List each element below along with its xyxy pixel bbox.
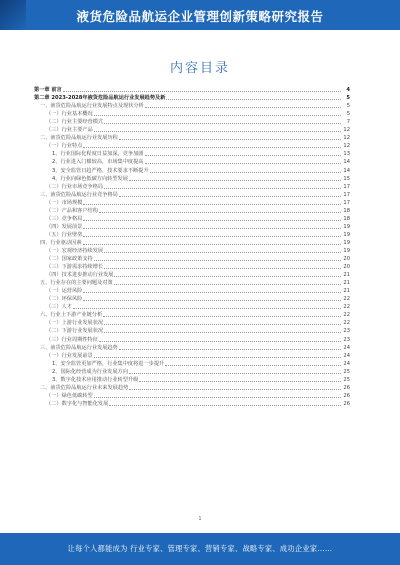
toc-entry-page: 7 bbox=[346, 119, 350, 126]
toc-entry-page: 26 bbox=[343, 392, 350, 399]
toc-dot-leader bbox=[104, 268, 341, 269]
toc-entry-page: 12 bbox=[343, 127, 350, 134]
toc-entry-text: （三）行业周期性特征 bbox=[46, 336, 98, 343]
toc-dot-leader bbox=[119, 349, 341, 350]
page-number: 1 bbox=[198, 516, 202, 522]
toc-entry-text: （三）下游需求持续增长 bbox=[46, 264, 104, 271]
toc-entry[interactable] bbox=[34, 150, 350, 158]
toc-entry-page: 22 bbox=[343, 296, 350, 303]
toc-entry-page: 23 bbox=[343, 328, 350, 335]
toc-entry-text: 四、行业驱动因素 bbox=[40, 239, 82, 246]
toc-entry[interactable] bbox=[34, 86, 350, 94]
toc-entry-page: 19 bbox=[343, 239, 350, 246]
toc-entry-text: 3、安全监管日趋严格，技术要求不断提升 bbox=[52, 167, 149, 174]
toc-entry-text: （二）行业主要经营模式 bbox=[46, 119, 104, 126]
toc-dot-leader bbox=[109, 405, 341, 406]
toc-entry-page: 24 bbox=[343, 360, 350, 367]
toc-entry-page: 21 bbox=[343, 288, 350, 295]
toc-dot-leader bbox=[94, 357, 341, 358]
toc-entry[interactable] bbox=[34, 400, 350, 408]
toc-entry-page: 5 bbox=[346, 103, 350, 110]
toc-entry-text: 六、行业上下游产业链分析 bbox=[40, 312, 103, 319]
toc-entry[interactable] bbox=[34, 384, 350, 392]
toc-entry-text: 三、液货危险品航运行业发展趋势 bbox=[40, 344, 118, 351]
toc-dot-leader bbox=[63, 91, 341, 92]
toc-entry-text: （四）技术进步推动行业发展 bbox=[46, 272, 114, 279]
toc-entry-text: 2、行业进入门槛较高，市场集中度提高 bbox=[52, 159, 144, 166]
toc-entry[interactable] bbox=[34, 279, 350, 287]
toc-entry-page: 19 bbox=[343, 247, 350, 254]
toc-entry-text: 1、安全监管更加严格，行业集中度将进一步提升 bbox=[52, 360, 165, 367]
toc-dot-leader bbox=[83, 147, 341, 148]
toc-dot-leader bbox=[94, 131, 341, 132]
toc-dot-leader bbox=[119, 139, 341, 140]
footer-slogan: 让每个人都能成为 行业专家、管理专家、营销专家、战略专家、成功企业家…… bbox=[67, 544, 333, 553]
toc-entry[interactable] bbox=[34, 319, 350, 327]
toc-dot-leader bbox=[94, 260, 341, 261]
toc-entry[interactable] bbox=[34, 199, 350, 207]
toc-entry-text: 二、液货危险品航运行业发展历程 bbox=[40, 135, 118, 142]
toc-entry[interactable] bbox=[34, 231, 350, 239]
toc-entry-text: （一）市场规模 bbox=[46, 199, 83, 206]
toc-entry[interactable] bbox=[34, 287, 350, 295]
toc-entry-text: 第二章 2023-2028年液货危险品航运行业发展趋势及新 bbox=[34, 95, 166, 102]
toc-entry[interactable] bbox=[34, 126, 350, 134]
toc-dot-leader bbox=[104, 123, 341, 124]
toc-dot-leader bbox=[104, 188, 341, 189]
toc-entry-page: 26 bbox=[343, 400, 350, 407]
toc-dot-leader bbox=[73, 308, 341, 309]
toc-entry-page: 14 bbox=[343, 159, 350, 166]
toc-dot-leader bbox=[150, 172, 341, 173]
toc-entry[interactable] bbox=[34, 360, 350, 368]
toc-entry-text: （一）宏观经济持续发展 bbox=[46, 247, 104, 254]
toc-entry[interactable] bbox=[34, 158, 350, 166]
toc-entry[interactable] bbox=[34, 142, 350, 150]
toc-dot-leader bbox=[104, 324, 341, 325]
toc-entry[interactable] bbox=[34, 215, 350, 223]
toc-entry[interactable] bbox=[34, 311, 350, 319]
toc-entry-page: 17 bbox=[343, 183, 350, 190]
toc-entry-text: （三）竞争格局 bbox=[46, 215, 83, 222]
toc-dot-leader bbox=[129, 180, 341, 181]
toc-entry-text: （一）绿色低碳转型 bbox=[46, 392, 93, 399]
toc-entry-page: 22 bbox=[343, 320, 350, 327]
toc-entry-text: （四）发展前景 bbox=[46, 223, 83, 230]
toc-dot-leader bbox=[83, 300, 341, 301]
toc-entry-page: 5 bbox=[346, 95, 350, 102]
toc-entry-page: 17 bbox=[343, 199, 350, 206]
toc-entry[interactable] bbox=[34, 352, 350, 360]
toc-entry-text: （一）行业基本概况 bbox=[46, 111, 93, 118]
toc-entry-page: 15 bbox=[343, 175, 350, 182]
toc-entry-page: 21 bbox=[343, 272, 350, 279]
toc-dot-leader bbox=[145, 155, 342, 156]
toc-entry-page: 17 bbox=[343, 191, 350, 198]
toc-entry[interactable] bbox=[34, 335, 350, 343]
toc-entry-page: 19 bbox=[343, 223, 350, 230]
toc-entry-page: 12 bbox=[343, 135, 350, 142]
toc-dot-leader bbox=[104, 332, 341, 333]
toc-entry-text: （一）运营风险 bbox=[46, 288, 83, 295]
report-title: 液货危险品航运企业管理创新策略研究报告 bbox=[76, 9, 324, 24]
toc-entry-text: （二）环保风险 bbox=[46, 296, 83, 303]
toc-entry-text: （二）国家政策支持 bbox=[46, 256, 93, 263]
toc-entry-page: 21 bbox=[343, 280, 350, 287]
toc-entry-page: 14 bbox=[343, 167, 350, 174]
toc-entry-text: 1、行业国际化程度日益加深，竞争加剧 bbox=[52, 151, 144, 158]
toc-dot-leader bbox=[94, 115, 341, 116]
toc-entry[interactable] bbox=[34, 376, 350, 384]
toc-entry-text: 二、液货危险品航运行业未来发展趋势 bbox=[40, 384, 129, 391]
toc-dot-leader bbox=[99, 212, 341, 213]
toc-entry[interactable] bbox=[34, 303, 350, 311]
toc-entry[interactable] bbox=[34, 223, 350, 231]
toc-dot-leader bbox=[145, 163, 342, 164]
toc-entry-page: 4 bbox=[346, 87, 350, 94]
toc-entry[interactable] bbox=[34, 175, 350, 183]
toc-dot-leader bbox=[83, 236, 341, 237]
toc-dot-leader bbox=[99, 341, 341, 342]
toc-entry[interactable] bbox=[34, 368, 350, 376]
toc-entry-page: 24 bbox=[343, 352, 350, 359]
toc-entry[interactable] bbox=[34, 94, 350, 102]
toc-entry-page: 18 bbox=[343, 207, 350, 214]
toc-entry-text: （二）产品和客户结构 bbox=[46, 207, 98, 214]
toc-entry-page: 13 bbox=[343, 151, 350, 158]
toc-entry-text: （一）上游行业发展状况 bbox=[46, 320, 104, 327]
toc-dot-leader bbox=[129, 373, 341, 374]
toc-entry-text: （五）行业壁垒 bbox=[46, 231, 83, 238]
toc-entry[interactable] bbox=[34, 166, 350, 174]
toc-entry[interactable] bbox=[34, 239, 350, 247]
toc-entry[interactable] bbox=[34, 134, 350, 142]
toc-entry-text: 3、数字化技术应用推动行业转型升级 bbox=[52, 376, 139, 383]
toc-entry[interactable] bbox=[34, 191, 350, 199]
toc-entry[interactable] bbox=[34, 271, 350, 279]
header-bar bbox=[0, 0, 400, 30]
toc-entry[interactable] bbox=[34, 344, 350, 352]
toc-entry-page: 12 bbox=[343, 143, 350, 150]
toc-entry-page: 25 bbox=[343, 376, 350, 383]
toc-dot-leader bbox=[129, 389, 341, 390]
table-of-contents bbox=[34, 86, 350, 408]
toc-entry-page: 18 bbox=[343, 215, 350, 222]
toc-entry-text: 4、行业向绿色低碳方向转型发展 bbox=[52, 175, 128, 182]
toc-entry[interactable] bbox=[34, 118, 350, 126]
toc-entry-page: 20 bbox=[343, 256, 350, 263]
toc-entry[interactable] bbox=[34, 110, 350, 118]
toc-entry[interactable] bbox=[34, 255, 350, 263]
toc-entry-page: 19 bbox=[343, 231, 350, 238]
toc-entry-text: 第一章 前言 bbox=[34, 87, 62, 94]
toc-entry[interactable] bbox=[34, 102, 350, 110]
toc-entry-text: 2、国际化经营成为行业发展方向 bbox=[52, 368, 128, 375]
toc-dot-leader bbox=[83, 204, 341, 205]
toc-entry-page: 24 bbox=[343, 344, 350, 351]
toc-entry-text: （一）行业发展前景 bbox=[46, 352, 93, 359]
toc-entry-page: 22 bbox=[343, 304, 350, 311]
toc-dot-leader bbox=[94, 397, 341, 398]
toc-entry-page: 25 bbox=[343, 368, 350, 375]
toc-entry-text: （二）数字化与智能化发展 bbox=[46, 400, 109, 407]
toc-dot-leader bbox=[139, 381, 341, 382]
toc-dot-leader bbox=[104, 252, 341, 253]
toc-entry[interactable] bbox=[34, 263, 350, 271]
toc-entry-text: （二）下游行业发展状况 bbox=[46, 328, 104, 335]
toc-dot-leader bbox=[114, 284, 341, 285]
toc-dot-leader bbox=[145, 107, 341, 108]
toc-entry[interactable] bbox=[34, 327, 350, 335]
toc-dot-leader bbox=[83, 292, 341, 293]
toc-entry-page: 22 bbox=[343, 312, 350, 319]
toc-dot-leader bbox=[83, 244, 341, 245]
toc-entry-page: 5 bbox=[346, 111, 350, 118]
toc-dot-leader bbox=[114, 276, 341, 277]
toc-dot-leader bbox=[103, 316, 341, 317]
toc-entry-page: 23 bbox=[343, 336, 350, 343]
toc-entry-page: 26 bbox=[343, 384, 350, 391]
toc-entry[interactable] bbox=[34, 183, 350, 191]
toc-entry-page: 20 bbox=[343, 264, 350, 271]
toc-entry[interactable] bbox=[34, 247, 350, 255]
toc-dot-leader bbox=[83, 220, 341, 221]
toc-entry-text: 五、行业存在的主要问题及对策 bbox=[40, 280, 113, 287]
toc-entry-text: （三）行业主要产品 bbox=[46, 127, 93, 134]
toc-heading: 内容目录 bbox=[169, 61, 230, 76]
toc-entry-text: 三、液货危险品航运行业竞争格局 bbox=[40, 191, 118, 198]
toc-dot-leader bbox=[83, 228, 341, 229]
toc-entry[interactable] bbox=[34, 295, 350, 303]
toc-entry-text: （二）行业市场竞争格局 bbox=[46, 183, 104, 190]
toc-dot-leader bbox=[165, 365, 341, 366]
toc-entry-text: 一、液货危险品航运行业发展特点及现状分析 bbox=[40, 103, 144, 110]
toc-dot-leader bbox=[119, 196, 341, 197]
toc-entry-text: （一）行业特点 bbox=[46, 143, 83, 150]
footer-bar bbox=[0, 533, 400, 565]
toc-entry[interactable] bbox=[34, 392, 350, 400]
toc-entry[interactable] bbox=[34, 207, 350, 215]
toc-entry-text: （三）人才 bbox=[46, 304, 72, 311]
toc-dot-leader bbox=[166, 99, 341, 100]
